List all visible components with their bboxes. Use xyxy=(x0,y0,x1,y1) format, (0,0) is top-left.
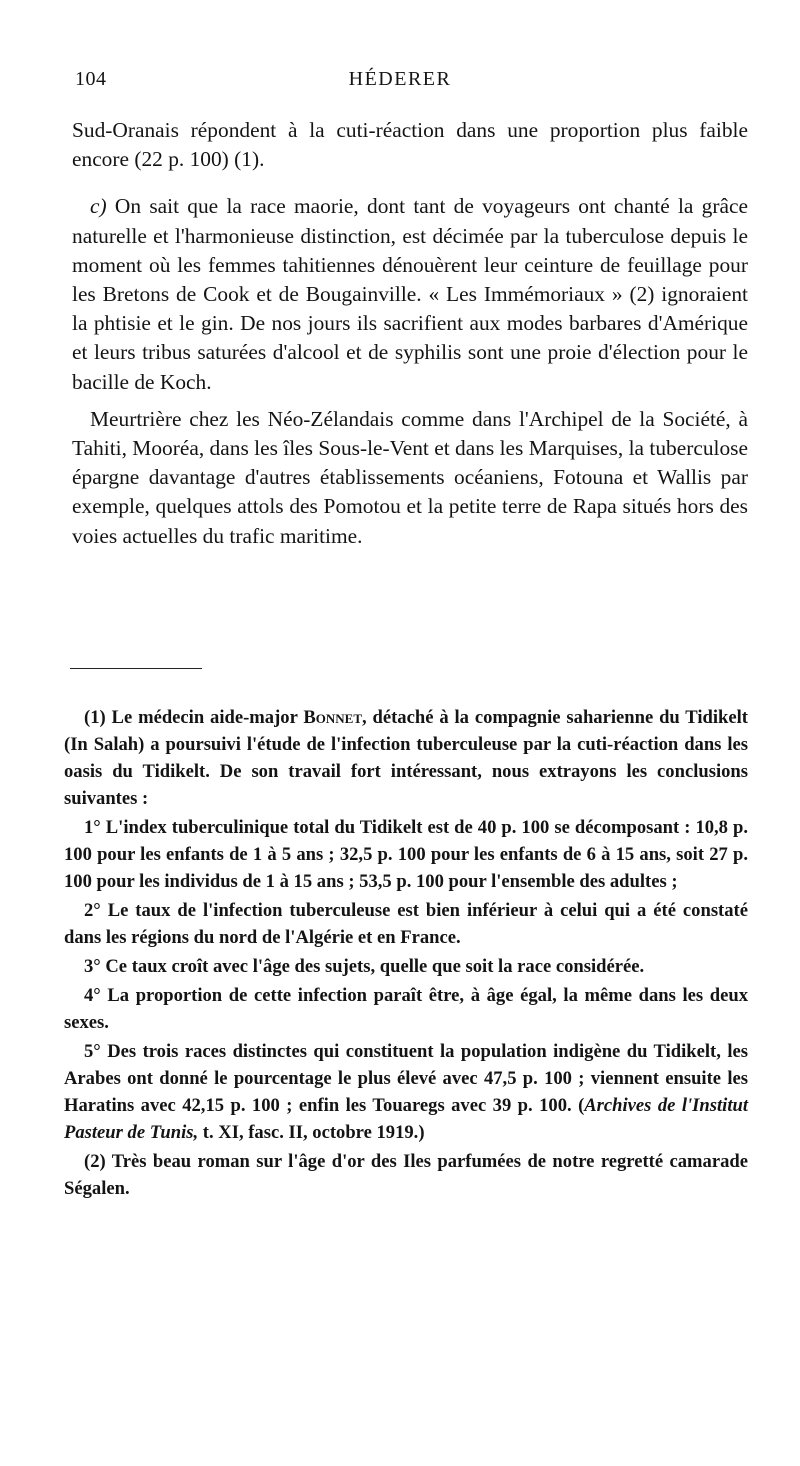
page-number: 104 xyxy=(75,68,107,90)
footnote-1-conclusion-5 xyxy=(64,1038,748,1146)
paragraph-label: c) xyxy=(90,194,107,219)
footnote-1-citation-details: t. XI, fasc. II, octobre 1919.) xyxy=(198,1122,425,1143)
footnote-1-intro: (1) Le médecin aide-major xyxy=(84,707,298,728)
footnote-1-conclusion-5-text: 5° Des trois races distinctes qui constituent la population indigène du Tidikelt, les Arabes ont donné le pourcentage le plus élevé avec 47,5 p. 100 ; viennent ensuite les Haratins avec 42,15 p. 100 ; enfin les Touaregs avec 39 p. 100. ( xyxy=(64,1041,748,1116)
running-head: HÉDERER xyxy=(348,68,452,90)
footnote-separator xyxy=(70,668,202,669)
footnote-1-conclusion-3: 3° Ce taux croît avec l'âge des sujets, quelle que soit la race considérée. xyxy=(84,956,645,977)
main-text xyxy=(72,116,748,551)
paragraph-maori-text: On sait que la race maorie, dont tant de voyageurs ont chanté la grâce naturelle et l'harmonieuse distinction, est décimée par la tuberculose depuis le moment où les femmes tahitiennes dénouèrent leur ceinture de feuillage pour les Bretons de Cook et de Bougainville. « Les Immémoriaux » (2) ignoraient la phtisie et le gin. De nos jours ils sacrifient aux modes barbares d'Amérique et leurs tribus saturées d'alcool et de syphilis sont une proie d'élection pour le bacille de Koch. xyxy=(72,194,748,394)
paragraph-maori xyxy=(72,192,748,396)
footnote-1-intro-rest: , détaché à la compagnie saharienne du Tidikelt (In Salah) a poursuivi l'étude de l'infection tuberculeuse par la cuti-réaction dans les oasis du Tidikelt. De son travail fort intéressant, nous extrayons les conclusions suivantes : xyxy=(64,707,748,809)
paragraph-oceania: Meurtrière chez les Néo-Zélandais comme dans l'Archipel de la Société, à Tahiti, Mooréa, dans les îles Sous-le-Vent et dans les Marquises, la tuberculose épargne davantage d'autres établissements océaniens, Fotouna et Wallis par exemple, quelques attols des Pomotou et la petite terre de Rapa situés hors des voies actuelles du trafic maritime. xyxy=(72,406,748,548)
footnote-1-conclusion-1: 1° L'index tuberculinique total du Tidikelt est de 40 p. 100 se décomposant : 10,8 p. 100 pour les enfants de 1 à 5 ans ; 32,5 p. 100 pour les enfants de 6 à 15 ans, soit 27 p. 100 pour les individus de 1 à 15 ans ; 53,5 p. 100 pour l'ensemble des adultes ; xyxy=(64,817,748,892)
footnote-1 xyxy=(64,704,748,812)
footnotes xyxy=(64,704,748,1202)
footnote-2: (2) Très beau roman sur l'âge d'or des Iles parfumées de notre regretté camarade Ségalen. xyxy=(64,1151,748,1199)
footnote-1-author: Bonnet xyxy=(303,707,362,728)
footnote-1-citation: Archives de l'Institut Pasteur de Tunis, xyxy=(64,1095,748,1143)
footnote-1-conclusion-2: 2° Le taux de l'infection tuberculeuse est bien inférieur à celui qui a été constaté dans les régions du nord de l'Algérie et en France. xyxy=(64,900,748,948)
paragraph-continuation: Sud-Oranais répondent à la cuti-réaction dans une proportion plus faible encore (22 p. 100) (1). xyxy=(72,118,748,172)
footnote-1-conclusion-4: 4° La proportion de cette infection paraît être, à âge égal, la même dans les deux sexes. xyxy=(64,985,748,1033)
